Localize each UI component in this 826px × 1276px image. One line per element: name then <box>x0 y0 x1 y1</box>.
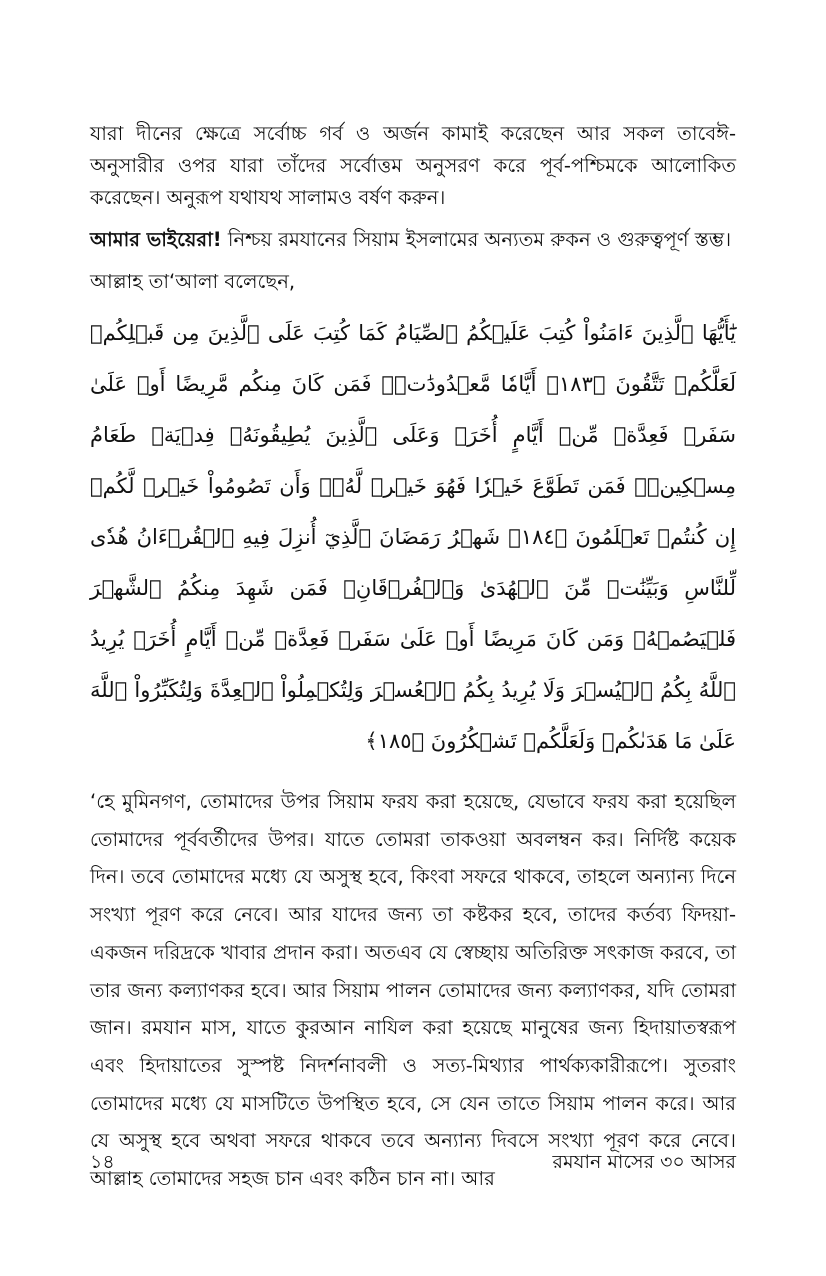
brothers-lead: আমার ভাইয়েরা! <box>90 228 222 251</box>
arabic-verse: يَٰٓأَيُّهَا ٱلَّذِينَ ءَامَنُواْ كُتِبَ عَلَيۡكُمُ ٱلصِّيَامُ كَمَا كُتِبَ عَلَى ٱلَّذِينَ مِن قَبۡلِكُمۡ لَعَلَّكُمۡ تَتَّقُونَ ﴿١٨٣﴾ أَيَّامٗا مَّعۡدُودَٰتٖۚ فَمَن كَانَ مِنكُم مَّرِيضًا أَوۡ عَلَىٰ سَفَرٖ فَعِدَّةٞ مِّنۡ أَيَّامٍ أُخَرَۚ وَعَلَى ٱلَّذِينَ يُطِيقُونَهُۥ فِدۡيَةٞ طَعَامُ مِسۡكِينٖۖ فَمَن تَطَوَّعَ خَيۡرٗا فَهُوَ خَيۡرٞ لَّهُۥۚ وَأَن تَصُومُواْ خَيۡرٞ لَّكُمۡ إِن كُنتُمۡ تَعۡلَمُونَ ﴿١٨٤﴾ شَهۡرُ رَمَضَانَ ٱلَّذِيٓ أُنزِلَ فِيهِ ٱلۡقُرۡءَانُ هُدٗى لِّلنَّاسِ وَبَيِّنَٰتٖ مِّنَ ٱلۡهُدَىٰ وَٱلۡفُرۡقَانِۚ فَمَن شَهِدَ مِنكُمُ ٱلشَّهۡرَ فَلۡيَصُمۡهُۖ وَمَن كَانَ مَرِيضًا أَوۡ عَلَىٰ سَفَرٖ فَعِدَّةٞ مِّنۡ أَيَّامٍ أُخَرَۗ يُرِيدُ ٱللَّهُ بِكُمُ ٱلۡيُسۡرَ وَلَا يُرِيدُ بِكُمُ ٱلۡعُسۡرَ وَلِتُكۡمِلُواْ ٱلۡعِدَّةَ وَلِتُكَبِّرُواْ ٱللَّهَ عَلَىٰ مَا هَدَىٰكُمۡ وَلَعَلَّكُمۡ تَشۡكُرُونَ ﴿١٨٥﴾ <box>90 321 736 753</box>
intro-paragraph: যারা দীনের ক্ষেত্রে সর্বোচ্চ গর্ব ও অর্জন কামাই করেছেন আর সকল তাবেঈ-অনুসারীর ওপর যারা তাঁদের সর্বোত্তম অনুসরণ করে পূর্ব-পশ্চিমকে আলোকিত করেছেন। অনুরূপ যথাযথ সালামও বর্ষণ করুন। <box>90 122 736 209</box>
page-number: ১৪ <box>90 1151 115 1173</box>
brothers-rest: নিশ্চয় রমযানের সিয়াম ইসলামের অন্যতম রুকন ও গুরুত্বপূর্ণ স্তম্ভ। <box>221 228 732 251</box>
translation-paragraph: ‘হে মুমিনগণ, তোমাদের উপর সিয়াম ফরয করা হয়েছে, যেভাবে ফরয করা হয়েছিল তোমাদের পূর্ববর্তীদের উপর। যাতে তোমরা তাকওয়া অবলম্বন কর। নির্দিষ্ট কয়েক দিন। তবে তোমাদের মধ্যে যে অসুস্থ হবে, কিংবা সফরে থাকবে, তাহলে অন্যান্য দিনে সংখ্যা পূরণ করে নেবে। আর যাদের জন্য তা কষ্টকর হবে, তাদের কর্তব্য ফিদয়া- একজন দরিদ্রকে খাবার প্রদান করা। অতএব যে স্বেচ্ছায় অতিরিক্ত সৎকাজ করবে, তা তার জন্য কল্যাণকর হবে। আর সিয়াম পালন তোমাদের জন্য কল্যাণকর, যদি তোমরা জান। রমযান মাস, যাতে কুরআন নাযিল করা হয়েছে মানুষের জন্য হিদায়াতস্বরূপ এবং হিদায়াতের সুস্পষ্ট নিদর্শনাবলী ও সত্য-মিথ্যার পার্থক্যকারীরূপে। সুতরাং তোমাদের মধ্যে যে মাসটিতে উপস্থিত হবে, সে যেন তাতে সিয়াম পালন করে। আর যে অসুস্থ হবে অথবা সফরে থাকবে তবে অন্যান্য দিবসে সংখ্যা পূরণ করে নেবে। আল্লাহ তোমাদের সহজ চান এবং কঠিন চান না। আর <box>90 790 736 1191</box>
book-title: রমযান মাসের ৩০ আসর <box>552 1151 736 1173</box>
page-footer <box>90 1148 736 1180</box>
brothers-paragraph <box>90 224 736 256</box>
allah-said-line: আল্লাহ তা‘আলা বলেছেন, <box>90 270 296 293</box>
page-body <box>90 118 736 1208</box>
